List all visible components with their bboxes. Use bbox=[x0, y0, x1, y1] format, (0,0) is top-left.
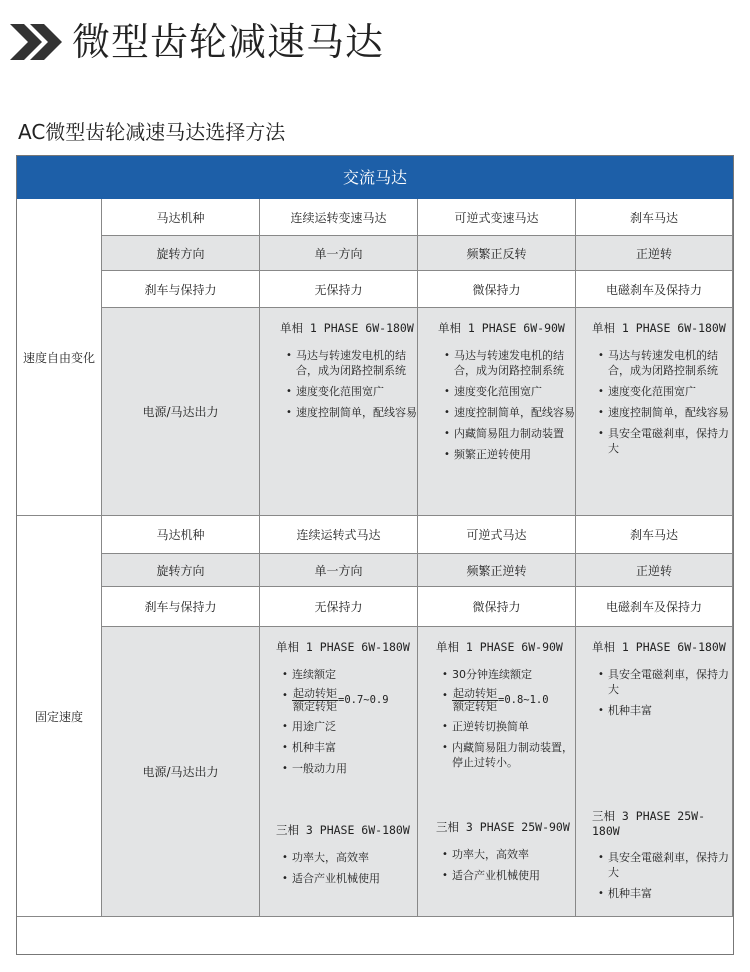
table-cell: 连续运转变速马达 bbox=[260, 199, 418, 236]
table-cell: 刹车马达 bbox=[576, 516, 733, 554]
list-item: • 功率大，高效率 bbox=[442, 847, 575, 862]
list-item: • 速度控制简单，配线容易 bbox=[598, 405, 732, 420]
phase-spec: 单相 1 PHASE 6W-180W bbox=[276, 640, 410, 654]
phase-spec: 单相 1 PHASE 6W-180W bbox=[280, 321, 414, 335]
list-item: • 速度变化范围宽广 bbox=[286, 384, 417, 399]
list-item: • 机种丰富 bbox=[282, 740, 417, 755]
phase-spec: 单相 1 PHASE 6W-90W bbox=[436, 640, 563, 654]
phase-spec: 单相 1 PHASE 6W-180W bbox=[592, 321, 726, 335]
list-item: • 一般动力用 bbox=[282, 761, 417, 776]
list-item: • 具安全電磁剎車，保持力大 bbox=[598, 667, 732, 697]
list-item: • 速度变化范围宽广 bbox=[444, 384, 575, 399]
list-item-ratio bbox=[282, 688, 417, 713]
selection-table bbox=[16, 155, 734, 955]
table-cell: 连续运转式马达 bbox=[260, 516, 418, 554]
list-item: • 具安全電磁剎車，保持力大 bbox=[598, 850, 732, 880]
ratio-numerator: • 起动转矩 bbox=[453, 687, 497, 700]
detail-cell bbox=[260, 308, 418, 516]
list-item: • 频繁正逆转使用 bbox=[444, 447, 575, 462]
table-cell: 无保持力 bbox=[260, 587, 418, 627]
table-cell: 频繁正反转 bbox=[418, 236, 576, 271]
row-head: 马达机种 bbox=[102, 199, 260, 236]
torque-ratio bbox=[452, 688, 498, 713]
ratio-denominator: 额定转矩 bbox=[293, 700, 337, 713]
detail-cell bbox=[418, 627, 576, 917]
phase-spec: 单相 1 PHASE 6W-180W bbox=[592, 640, 726, 654]
list-item: • 用途广泛 bbox=[282, 719, 417, 734]
ratio-value: =0.8~1.0 bbox=[498, 694, 549, 706]
table-cell: 电磁刹车及保持力 bbox=[576, 271, 733, 308]
list-item: • 速度控制简单，配线容易 bbox=[444, 405, 575, 420]
list-item-ratio bbox=[442, 688, 575, 713]
section-subtitle: AC微型齿轮减速马达选择方法 bbox=[18, 120, 286, 144]
table-cell: 微保持力 bbox=[418, 271, 576, 308]
list-item: • 正逆转切换简单 bbox=[442, 719, 575, 734]
list-item: • 功率大，高效率 bbox=[282, 850, 417, 865]
phase-spec-three: 三相 3 PHASE 25W-90W bbox=[436, 820, 570, 834]
table-cell: 无保持力 bbox=[260, 271, 418, 308]
ratio-denominator: 额定转矩 bbox=[453, 700, 497, 713]
list-item: • 具安全電磁剎車，保持力大 bbox=[598, 426, 732, 456]
row-head-power: 电源/马达出力 bbox=[102, 308, 260, 516]
double-chevron-right-icon bbox=[8, 22, 64, 62]
torque-ratio bbox=[292, 688, 338, 713]
row-head: 旋转方向 bbox=[102, 236, 260, 271]
detail-cell bbox=[576, 627, 733, 917]
list-item: • 内藏简易阻力制动装置 bbox=[444, 426, 575, 441]
phase-spec-three: 三相 3 PHASE 6W-180W bbox=[276, 823, 410, 837]
list-item: • 30分钟连续额定 bbox=[442, 667, 575, 682]
row-head: 刹车与保持力 bbox=[102, 271, 260, 308]
section-label-fixed-speed: 固定速度 bbox=[17, 516, 102, 917]
table-cell: 电磁刹车及保持力 bbox=[576, 587, 733, 627]
page-title: 微型齿轮减速马达 bbox=[72, 20, 385, 64]
table-cell: 可逆式马达 bbox=[418, 516, 576, 554]
table-footer-row bbox=[17, 917, 733, 954]
ratio-value: =0.7~0.9 bbox=[338, 694, 389, 706]
list-item: • 连续额定 bbox=[282, 667, 417, 682]
list-item: • 速度变化范围宽广 bbox=[598, 384, 732, 399]
section-label-variable-speed: 速度自由变化 bbox=[17, 199, 102, 516]
detail-cell bbox=[260, 627, 418, 917]
phase-spec-three: 三相 3 PHASE 25W-180W bbox=[592, 809, 706, 838]
list-item: • 马达与转速发电机的结合，成为闭路控制系统 bbox=[598, 348, 732, 378]
row-head: 马达机种 bbox=[102, 516, 260, 554]
table-cell: 正逆转 bbox=[576, 236, 733, 271]
row-head: 旋转方向 bbox=[102, 554, 260, 587]
table-cell: 可逆式变速马达 bbox=[418, 199, 576, 236]
table-cell: 微保持力 bbox=[418, 587, 576, 627]
list-item: • 机种丰富 bbox=[598, 886, 732, 901]
ratio-numerator: • 起动转矩 bbox=[293, 687, 337, 700]
table-cell: 单一方向 bbox=[260, 236, 418, 271]
detail-cell bbox=[418, 308, 576, 516]
list-item: • 适合产业机械使用 bbox=[442, 868, 575, 883]
list-item: • 马达与转速发电机的结合，成为闭路控制系统 bbox=[444, 348, 575, 378]
list-item: • 速度控制简单，配线容易 bbox=[286, 405, 417, 420]
detail-cell bbox=[576, 308, 733, 516]
table-cell: 频繁正逆转 bbox=[418, 554, 576, 587]
table-cell: 正逆转 bbox=[576, 554, 733, 587]
list-item: • 机种丰富 bbox=[598, 703, 732, 718]
row-head: 刹车与保持力 bbox=[102, 587, 260, 627]
table-band-header: 交流马达 bbox=[17, 156, 733, 200]
page-header bbox=[0, 0, 750, 84]
table-cell: 单一方向 bbox=[260, 554, 418, 587]
phase-spec: 单相 1 PHASE 6W-90W bbox=[438, 321, 565, 335]
list-item: • 马达与转速发电机的结合，成为闭路控制系统 bbox=[286, 348, 417, 378]
row-head-power: 电源/马达出力 bbox=[102, 627, 260, 917]
table-cell: 刹车马达 bbox=[576, 199, 733, 236]
list-item: • 内藏简易阻力制动装置，停止过转小。 bbox=[442, 740, 575, 770]
list-item: • 适合产业机械使用 bbox=[282, 871, 417, 886]
